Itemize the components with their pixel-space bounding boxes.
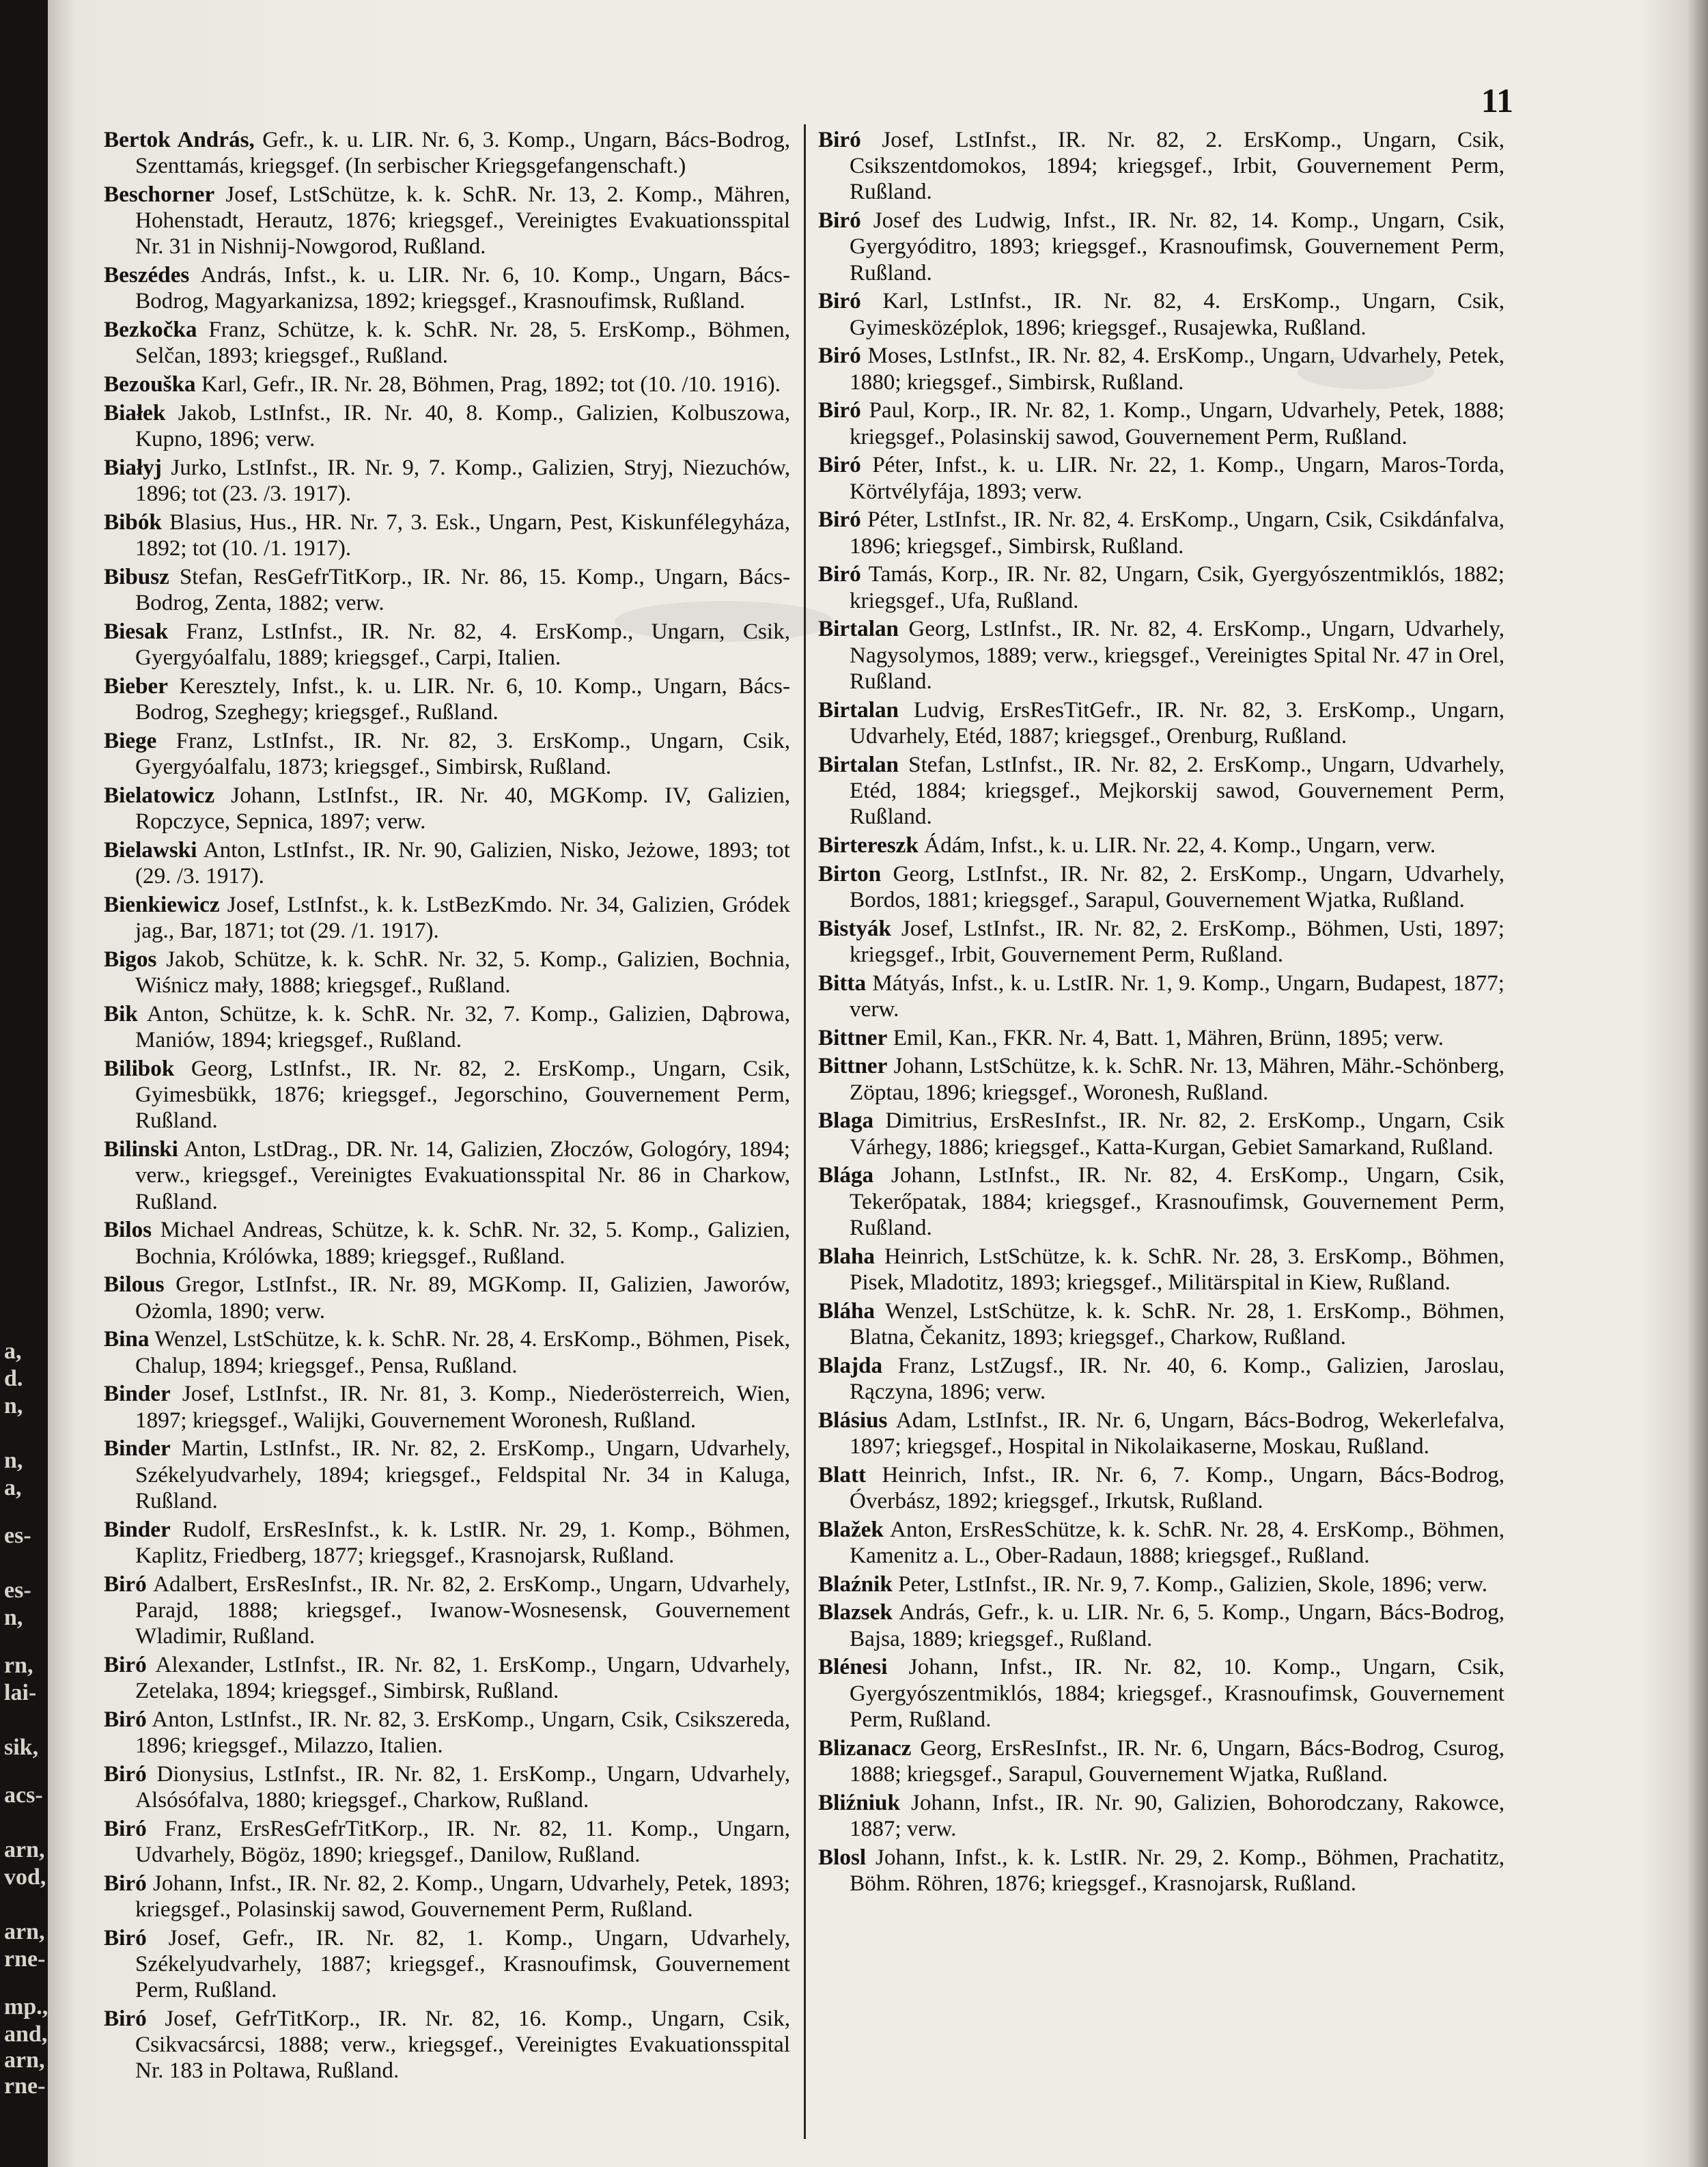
register-entry xyxy=(818,1571,1504,1597)
register-entry xyxy=(818,861,1504,913)
register-entry xyxy=(104,400,790,452)
register-entry xyxy=(104,564,790,616)
entry-surname: Bliźniuk xyxy=(818,1789,900,1815)
entry-details: Franz, LstInfst., IR. Nr. 82, 4. ErsKomp., Ungarn, Csik, Gyergyóalfalu, 1889; kriegsgef., Carpi, Italien. xyxy=(135,619,790,671)
register-entry xyxy=(818,752,1504,830)
entry-surname: Biró xyxy=(104,1571,147,1597)
entry-surname: Blatt xyxy=(818,1462,867,1487)
register-entry xyxy=(818,1845,1504,1897)
register-entry xyxy=(818,452,1504,504)
entry-details: Josef, LstInfst., IR. Nr. 82, 2. ErsKomp., Böhmen, Usti, 1897; kriegsgef., Irbit, Gouvernement Perm, Rußland. xyxy=(850,915,1504,967)
edge-fragment: acs- xyxy=(4,1782,43,1808)
entry-surname: Blásius xyxy=(818,1407,888,1433)
entry-surname: Białek xyxy=(104,400,166,425)
register-entry xyxy=(818,343,1504,395)
entry-details: Gefr., k. u. LIR. Nr. 6, 3. Komp., Ungarn, Bács-Bodrog, Szenttamás, kriegsgef. (In serbischer Kriegsgefangenschaft.) xyxy=(135,127,790,179)
entry-surname: Bitta xyxy=(818,970,867,996)
edge-fragment: es- xyxy=(4,1523,31,1548)
register-entry xyxy=(104,1571,790,1650)
entry-details: Anton, Schütze, k. k. SchR. Nr. 32, 7. Komp., Galizien, Dąbrowa, Maniów, 1894; kriegsgef., Rußland. xyxy=(135,1001,790,1053)
entry-details: Franz, LstInfst., IR. Nr. 82, 3. ErsKomp., Ungarn, Csik, Gyergyóalfalu, 1873; kriegsgef., Simbirsk, Rußland. xyxy=(135,728,790,780)
register-entry xyxy=(818,916,1504,968)
entry-surname: Bistyák xyxy=(818,915,891,941)
entry-surname: Bibók xyxy=(104,509,162,535)
register-entry xyxy=(818,1790,1504,1842)
entry-details: Adam, LstInfst., IR. Nr. 6, Ungarn, Bács-Bodrog, Wekerlefalva, 1897; kriegsgef., Hospital in Nikolaikaserne, Moskau, Rußland. xyxy=(850,1407,1504,1459)
entry-details: Emil, Kan., FKR. Nr. 4, Batt. 1, Mähren, Brünn, 1895; verw. xyxy=(887,1024,1444,1050)
page-number: 11 xyxy=(1481,81,1513,120)
entry-surname: Bieber xyxy=(104,673,169,699)
entry-details: Johann, Infst., IR. Nr. 90, Galizien, Bohorodczany, Rakowce, 1887; verw. xyxy=(850,1789,1504,1841)
entry-surname: Bilibok xyxy=(104,1056,175,1081)
entry-details: Johann, LstInfst., IR. Nr. 82, 4. ErsKomp., Ungarn, Csik, Tekerőpatak, 1884; kriegsgef., Krasnoufimsk, Gouvernement Perm, Rußland. xyxy=(850,1162,1504,1240)
entry-details: Anton, LstDrag., DR. Nr. 14, Galizien, Złoczów, Gologóry, 1894; verw., kriegsgef., Vereinigtes Evakuationsspital Nr. 86 in Charkow, Rußland. xyxy=(135,1136,790,1214)
entry-surname: Blažek xyxy=(818,1516,884,1542)
entry-surname: Bezouška xyxy=(104,372,196,397)
entry-details: Johann, Infst., k. k. LstIR. Nr. 29, 2. Komp., Böhmen, Prachatitz, Böhm. Röhren, 1876; kriegsgef., Krasnojarsk, Rußland. xyxy=(850,1844,1504,1896)
entry-surname: Białyj xyxy=(104,455,162,480)
entry-details: Wenzel, LstSchütze, k. k. SchR. Nr. 28, 1. ErsKomp., Böhmen, Blatna, Čekanitz, 1893; kriegsgef., Charkow, Rußland. xyxy=(850,1298,1504,1350)
entry-surname: Bielatowicz xyxy=(104,783,215,808)
entry-details: Johann, LstInfst., IR. Nr. 40, MGKomp. IV, Galizien, Ropczyce, Sepnica, 1897; verw. xyxy=(135,783,790,835)
register-entry xyxy=(818,1108,1504,1160)
entry-surname: Blága xyxy=(818,1162,874,1188)
entry-details: Mátyás, Infst., k. u. LstIR. Nr. 1, 9. Komp., Ungarn, Budapest, 1877; verw. xyxy=(850,970,1504,1022)
entry-details: Gregor, LstInfst., IR. Nr. 89, MGKomp. II, Galizien, Jaworów, Ożomla, 1890; verw. xyxy=(135,1272,790,1324)
entry-details: Josef, GefrTitKorp., IR. Nr. 82, 16. Komp., Ungarn, Csik, Csikvacsárcsi, 1888; verw., kriegsgef., Vereinigtes Evakuationsspital Nr. 183 in Poltawa, Rußland. xyxy=(135,2006,790,2084)
register-entry xyxy=(104,619,790,671)
entry-details: Dionysius, LstInfst., IR. Nr. 82, 1. ErsKomp., Ungarn, Udvarhely, Alsósófalva, 1880; kriegsgef., Charkow, Rußland. xyxy=(135,1761,790,1813)
register-entry xyxy=(104,1871,790,1923)
entry-details: Josef, LstInfst., k. k. LstBezKmdo. Nr. 34, Galizien, Gródek jag., Bar, 1871; tot (29. /1. 1917). xyxy=(135,892,790,944)
edge-fragment: n, xyxy=(4,1448,23,1473)
register-entry xyxy=(818,970,1504,1022)
entry-surname: Biró xyxy=(104,2006,147,2032)
entry-surname: Bittner xyxy=(818,1053,888,1079)
register-entry xyxy=(104,1816,790,1868)
register-entry xyxy=(104,1136,790,1215)
column-divider xyxy=(804,124,806,2139)
entry-details: Karl, Gefr., IR. Nr. 28, Böhmen, Prag, 1892; tot (10. /10. 1916). xyxy=(195,372,781,397)
entry-details: Karl, LstInfst., IR. Nr. 82, 4. ErsKomp., Ungarn, Csik, Gyimesközéplok, 1896; kriegsgef., Rusajewka, Rußland. xyxy=(850,288,1504,340)
entry-surname: Binder xyxy=(104,1436,171,1462)
register-entry xyxy=(104,1381,790,1433)
register-entry xyxy=(818,1053,1504,1105)
entry-details: Franz, ErsResGefrTitKorp., IR. Nr. 82, 11. Komp., Ungarn, Udvarhely, Bögöz, 1890; kriegsgef., Danilow, Rußland. xyxy=(135,1815,790,1868)
register-entry xyxy=(818,561,1504,613)
entry-details: Paul, Korp., IR. Nr. 82, 1. Komp., Ungarn, Udvarhely, Petek, 1888; kriegsgef., Polasinskij sawod, Gouvernement Perm, Rußland. xyxy=(850,397,1504,449)
entry-details: Stefan, ResGefrTitKorp., IR. Nr. 86, 15. Komp., Ungarn, Bács-Bodrog, Zenta, 1882; verw. xyxy=(135,564,790,616)
register-entry xyxy=(818,833,1504,858)
register-entry xyxy=(104,1056,790,1134)
entry-surname: Bienkiewicz xyxy=(104,892,220,917)
register-entry xyxy=(818,1599,1504,1651)
entry-surname: Biró xyxy=(818,561,861,587)
entry-details: Dimitrius, ErsResInfst., IR. Nr. 82, 2. ErsKomp., Ungarn, Csik Várhegy, 1886; kriegsgef., Katta-Kurgan, Gebiet Samarkand, Rußland. xyxy=(850,1108,1504,1160)
entry-surname: Bláha xyxy=(818,1298,876,1324)
register-entry xyxy=(104,1272,790,1324)
entry-details: Franz, Schütze, k. k. SchR. Nr. 28, 5. ErsKomp., Böhmen, Selčan, 1893; kriegsgef., Rußland. xyxy=(135,317,790,369)
register-entry xyxy=(104,1761,790,1813)
edge-fragment: es- xyxy=(4,1578,31,1603)
entry-details: Péter, LstInfst., IR. Nr. 82, 4. ErsKomp., Ungarn, Csik, Csikdánfalva, 1896; kriegsgef., Simbirsk, Rußland. xyxy=(850,507,1504,559)
register-entry xyxy=(818,1025,1504,1051)
entry-surname: Bilinski xyxy=(104,1136,178,1162)
register-entry xyxy=(818,507,1504,559)
right-column xyxy=(818,127,1504,1899)
entry-details: Jurko, LstInfst., IR. Nr. 9, 7. Komp., Galizien, Stryj, Niezuchów, 1896; tot (23. /3. 1917). xyxy=(135,455,790,507)
entry-surname: Blaźnik xyxy=(818,1571,893,1597)
register-entry xyxy=(818,1408,1504,1459)
entry-details: Josef des Ludwig, Infst., IR. Nr. 82, 14. Komp., Ungarn, Csik, Gyergyóditro, 1893; kriegsgef., Krasnoufimsk, Gouvernement Perm, Rußland. xyxy=(850,208,1504,285)
entry-details: Ludvig, ErsResTitGefr., IR. Nr. 82, 3. ErsKomp., Ungarn, Udvarhely, Etéd, 1887; kriegsgef., Orenburg, Rußland. xyxy=(850,697,1504,749)
register-entry xyxy=(818,616,1504,695)
edge-fragment: sik, xyxy=(4,1735,39,1760)
entry-details: Johann, LstSchütze, k. k. SchR. Nr. 13, Mähren, Mähr.-Schönberg, Zöptau, 1896; kriegsgef., Woronesh, Rußland. xyxy=(850,1053,1504,1105)
edge-fragment: d. xyxy=(4,1366,23,1391)
edge-fragment: rne- xyxy=(4,2073,46,2099)
entry-surname: Biró xyxy=(818,288,861,314)
entry-details: Georg, LstInfst., IR. Nr. 82, 4. ErsKomp., Ungarn, Udvarhely, Nagysolymos, 1889; verw., kriegsgef., Vereinigtes Spital Nr. 47 in Orel, Rußland. xyxy=(850,616,1504,694)
register-entry xyxy=(818,1244,1504,1296)
entry-details: Péter, Infst., k. u. LIR. Nr. 22, 1. Komp., Ungarn, Maros-Torda, Körtvélyfája, 1893; verw. xyxy=(850,452,1504,504)
entry-surname: Blénesi xyxy=(818,1654,888,1680)
register-entry xyxy=(104,1707,790,1759)
register-entry xyxy=(818,697,1504,749)
entry-surname: Biró xyxy=(818,343,861,369)
register-entry xyxy=(818,1298,1504,1350)
entry-details: Franz, LstZugsf., IR. Nr. 40, 6. Komp., Galizien, Jaroslau, Rączyna, 1896; verw. xyxy=(850,1352,1504,1404)
entry-surname: Blaga xyxy=(818,1108,874,1134)
entry-surname: Birtereszk xyxy=(818,832,919,858)
entry-surname: Birtalan xyxy=(818,751,899,777)
entry-details: Peter, LstInfst., IR. Nr. 9, 7. Komp., Galizien, Skole, 1896; verw. xyxy=(892,1571,1488,1597)
edge-fragment: arn, xyxy=(4,2047,45,2073)
edge-fragment: rn, xyxy=(4,1653,33,1678)
entry-surname: Binder xyxy=(104,1516,171,1542)
entry-details: Tamás, Korp., IR. Nr. 82, Ungarn, Csik, Gyergyószentmiklós, 1882; kriegsgef., Ufa, Rußland. xyxy=(850,561,1504,613)
edge-fragment: n, xyxy=(4,1393,23,1418)
entry-surname: Biró xyxy=(104,1925,147,1951)
entry-details: Keresztely, Infst., k. u. LIR. Nr. 6, 10. Komp., Ungarn, Bács-Bodrog, Szeghegy; kriegsgef., Rußland. xyxy=(135,673,790,725)
entry-surname: Bik xyxy=(104,1001,138,1026)
entry-details: Ádám, Infst., k. u. LIR. Nr. 22, 4. Komp., Ungarn, verw. xyxy=(918,832,1436,858)
entry-details: Josef, LstInfst., IR. Nr. 81, 3. Komp., Niederösterreich, Wien, 1897; kriegsgef., Walijki, Gouvernement Woronesh, Rußland. xyxy=(135,1381,790,1433)
entry-details: Martin, LstInfst., IR. Nr. 82, 2. ErsKomp., Ungarn, Udvarhely, Székelyudvarhely, 1894; kriegsgef., Feldspital Nr. 34 in Kaluga, Rußland. xyxy=(135,1436,790,1513)
entry-surname: Bibusz xyxy=(104,564,169,589)
register-entry xyxy=(818,1462,1504,1514)
entry-details: Josef, Gefr., IR. Nr. 82, 1. Komp., Ungarn, Udvarhely, Székelyudvarhely, 1887; kriegsgef., Krasnoufimsk, Gouvernement Perm, Rußland. xyxy=(135,1925,790,2003)
register-entry xyxy=(818,288,1504,340)
entry-surname: Biró xyxy=(104,1761,147,1787)
entry-surname: Bigos xyxy=(104,947,157,972)
left-column xyxy=(104,127,790,2086)
entry-surname: Blosl xyxy=(818,1844,867,1870)
entry-surname: Binder xyxy=(104,1381,171,1407)
entry-surname: Bittner xyxy=(818,1024,888,1050)
register-entry xyxy=(818,208,1504,286)
entry-details: Georg, ErsResInfst., IR. Nr. 6, Ungarn, Bács-Bodrog, Csurog, 1888; kriegsgef., Sarapul, Gouvernement Wjatka, Rußland. xyxy=(850,1735,1504,1787)
entry-details: Georg, LstInfst., IR. Nr. 82, 2. ErsKomp., Ungarn, Csik, Gyimesbükk, 1876; kriegsgef., Jegorschino, Gouvernement Perm, Rußland. xyxy=(135,1056,790,1134)
register-entry xyxy=(104,1517,790,1569)
entry-details: Alexander, LstInfst., IR. Nr. 82, 1. ErsKomp., Ungarn, Udvarhely, Zetelaka, 1894; kriegsgef., Simbirsk, Rußland. xyxy=(135,1651,790,1704)
entry-details: Josef, LstInfst., IR. Nr. 82, 2. ErsKomp., Ungarn, Csik, Csikszentdomokos, 1894; kriegsgef., Irbit, Gouvernement Perm, Rußland. xyxy=(850,127,1504,205)
entry-surname: Bilos xyxy=(104,1217,152,1243)
entry-details: Jakob, LstInfst., IR. Nr. 40, 8. Komp., Galizien, Kolbuszowa, Kupno, 1896; verw. xyxy=(135,400,790,452)
entry-surname: Blajda xyxy=(818,1352,883,1378)
entry-details: Johann, Infst., IR. Nr. 82, 10. Komp., Ungarn, Csik, Gyergyószentmiklós, 1884; kriegsgef., Krasnoufimsk, Gouvernement Perm, Rußland. xyxy=(850,1654,1504,1732)
entry-surname: Beszédes xyxy=(104,262,190,288)
entry-surname: Biró xyxy=(818,507,861,533)
register-entry xyxy=(104,262,790,314)
entry-surname: Bezkočka xyxy=(104,317,197,343)
register-entry xyxy=(104,783,790,835)
entry-details: Anton, LstInfst., IR. Nr. 82, 3. ErsKomp., Ungarn, Csik, Csikszereda, 1896; kriegsgef., Milazzo, Italien. xyxy=(135,1706,790,1759)
register-entry xyxy=(104,509,790,561)
register-entry xyxy=(104,372,790,397)
entry-details: Georg, LstInfst., IR. Nr. 82, 2. ErsKomp., Ungarn, Udvarhely, Bordos, 1881; kriegsgef., Sarapul, Gouvernement Wjatka, Rußland. xyxy=(850,861,1504,912)
entry-details: Anton, ErsResSchütze, k. k. SchR. Nr. 28, 4. ErsKomp., Böhmen, Kamenitz a. L., Ober-Radaun, 1888; kriegsgef., Rußland. xyxy=(850,1516,1504,1568)
register-entry xyxy=(818,1162,1504,1241)
entry-surname: Biró xyxy=(104,1870,147,1896)
adjacent-page-edge xyxy=(0,0,48,2167)
register-entry xyxy=(104,2006,790,2084)
entry-surname: Blaha xyxy=(818,1243,876,1269)
edge-fragment: a, xyxy=(4,1475,22,1500)
register-entry xyxy=(818,1654,1504,1733)
entry-details: Josef, LstSchütze, k. k. SchR. Nr. 13, 2. Komp., Mähren, Hohenstadt, Herautz, 1876; kriegsgef., Vereinigtes Evakuationsspital Nr. 31 in Nishnij-Nowgorod, Rußland. xyxy=(135,182,790,260)
entry-details: Rudolf, ErsResInfst., k. k. LstIR. Nr. 29, 1. Komp., Böhmen, Kaplitz, Friedberg, 1877; kriegsgef., Krasnojarsk, Rußland. xyxy=(135,1516,790,1568)
entry-surname: Bilous xyxy=(104,1272,165,1298)
register-entry xyxy=(818,127,1504,206)
entry-details: András, Infst., k. u. LIR. Nr. 6, 10. Komp., Ungarn, Bács-Bodrog, Magyarkanizsa, 1892; kriegsgef., Krasnoufimsk, Rußland. xyxy=(135,262,790,314)
edge-fragment: arn, xyxy=(4,1837,45,1862)
entry-surname: Bielawski xyxy=(104,837,197,863)
edge-fragment: a, xyxy=(4,1339,22,1364)
register-entry xyxy=(104,837,790,889)
edge-fragment: mp., xyxy=(4,1994,48,2019)
register-entry xyxy=(104,728,790,780)
register-entry xyxy=(104,1326,790,1378)
entry-surname: Bina xyxy=(104,1326,150,1352)
entry-surname: Biró xyxy=(104,1651,147,1677)
entry-details: Johann, Infst., IR. Nr. 82, 2. Komp., Ungarn, Udvarhely, Petek, 1893; kriegsgef., Polasinskij sawod, Gouvernement Perm, Rußland. xyxy=(135,1870,790,1923)
register-entry xyxy=(104,1001,790,1053)
entry-details: Jakob, Schütze, k. k. SchR. Nr. 32, 5. Komp., Galizien, Bochnia, Wiśnicz mały, 1888; kriegsgef., Rußland. xyxy=(135,947,790,998)
register-entry xyxy=(104,1925,790,2004)
register-entry xyxy=(104,1217,790,1269)
register-entry xyxy=(104,947,790,998)
register-entry xyxy=(104,317,790,369)
entry-details: Stefan, LstInfst., IR. Nr. 82, 2. ErsKomp., Ungarn, Udvarhely, Etéd, 1884; kriegsgef., Mejkorskij sawod, Gouvernement Perm, Rußland. xyxy=(850,751,1504,830)
entry-surname: Biró xyxy=(104,1706,147,1732)
entry-surname: Biró xyxy=(818,127,861,152)
edge-fragment: vod, xyxy=(4,1864,46,1890)
edge-fragment: arn, xyxy=(4,1919,45,1944)
register-entry xyxy=(104,127,790,179)
edge-fragment: n, xyxy=(4,1605,23,1630)
entry-details: Adalbert, ErsResInfst., IR. Nr. 82, 2. ErsKomp., Ungarn, Udvarhely, Parajd, 1888; kriegsgef., Iwanow-Wosnesensk, Gouvernement Wladimir, Rußland. xyxy=(135,1571,790,1649)
entry-surname: Biege xyxy=(104,728,157,753)
register-entry xyxy=(818,1353,1504,1405)
entry-surname: Birton xyxy=(818,861,882,886)
entry-surname: Bertok András, xyxy=(104,127,255,152)
entry-details: Anton, LstInfst., IR. Nr. 90, Galizien, Nisko, Jeżowe, 1893; tot (29. /3. 1917). xyxy=(135,837,790,889)
entry-surname: Biró xyxy=(818,208,861,234)
entry-surname: Biesak xyxy=(104,619,169,644)
entry-surname: Blazsek xyxy=(818,1599,893,1625)
register-entry xyxy=(818,1517,1504,1569)
entry-surname: Biró xyxy=(104,1815,147,1841)
entry-surname: Blizanacz xyxy=(818,1735,912,1761)
entry-details: Blasius, Hus., HR. Nr. 7, 3. Esk., Ungarn, Pest, Kiskunfélegyháza, 1892; tot (10. /1. 1917). xyxy=(135,509,790,561)
register-entry xyxy=(818,1735,1504,1787)
entry-surname: Beschorner xyxy=(104,182,215,207)
register-entry xyxy=(104,455,790,507)
register-entry xyxy=(104,1652,790,1704)
entry-details: Moses, LstInfst., IR. Nr. 82, 4. ErsKomp., Ungarn, Udvarhely, Petek, 1880; kriegsgef., Simbirsk, Rußland. xyxy=(850,343,1504,395)
entry-details: Michael Andreas, Schütze, k. k. SchR. Nr. 32, 5. Komp., Galizien, Bochnia, Królówka, 1889; kriegsgef., Rußland. xyxy=(135,1217,790,1269)
entry-details: Heinrich, LstSchütze, k. k. SchR. Nr. 28, 3. ErsKomp., Böhmen, Pisek, Mladotitz, 1893; kriegsgef., Militärspital in Kiew, Rußland. xyxy=(850,1243,1504,1295)
edge-fragment: and, xyxy=(4,2022,48,2047)
register-entry xyxy=(104,1436,790,1514)
entry-details: Heinrich, Infst., IR. Nr. 6, 7. Komp., Ungarn, Bács-Bodrog, Óverbász, 1892; kriegsgef., Irkutsk, Rußland. xyxy=(850,1462,1504,1513)
register-entry xyxy=(104,182,790,260)
register-entry xyxy=(104,673,790,725)
entry-details: Wenzel, LstSchütze, k. k. SchR. Nr. 28, 4. ErsKomp., Böhmen, Pisek, Chalup, 1894; kriegsgef., Pensa, Rußland. xyxy=(135,1326,790,1378)
edge-fragment: lai- xyxy=(4,1680,37,1705)
entry-surname: Birtalan xyxy=(818,697,899,723)
entry-surname: Biró xyxy=(818,452,861,478)
register-entry xyxy=(818,397,1504,449)
register-entry xyxy=(104,892,790,944)
edge-fragment: rne- xyxy=(4,1946,46,1972)
entry-surname: Biró xyxy=(818,397,861,423)
entry-surname: Birtalan xyxy=(818,616,899,642)
entry-details: András, Gefr., k. u. LIR. Nr. 6, 5. Komp., Ungarn, Bács-Bodrog, Bajsa, 1889; kriegsgef., Rußland. xyxy=(850,1599,1504,1651)
